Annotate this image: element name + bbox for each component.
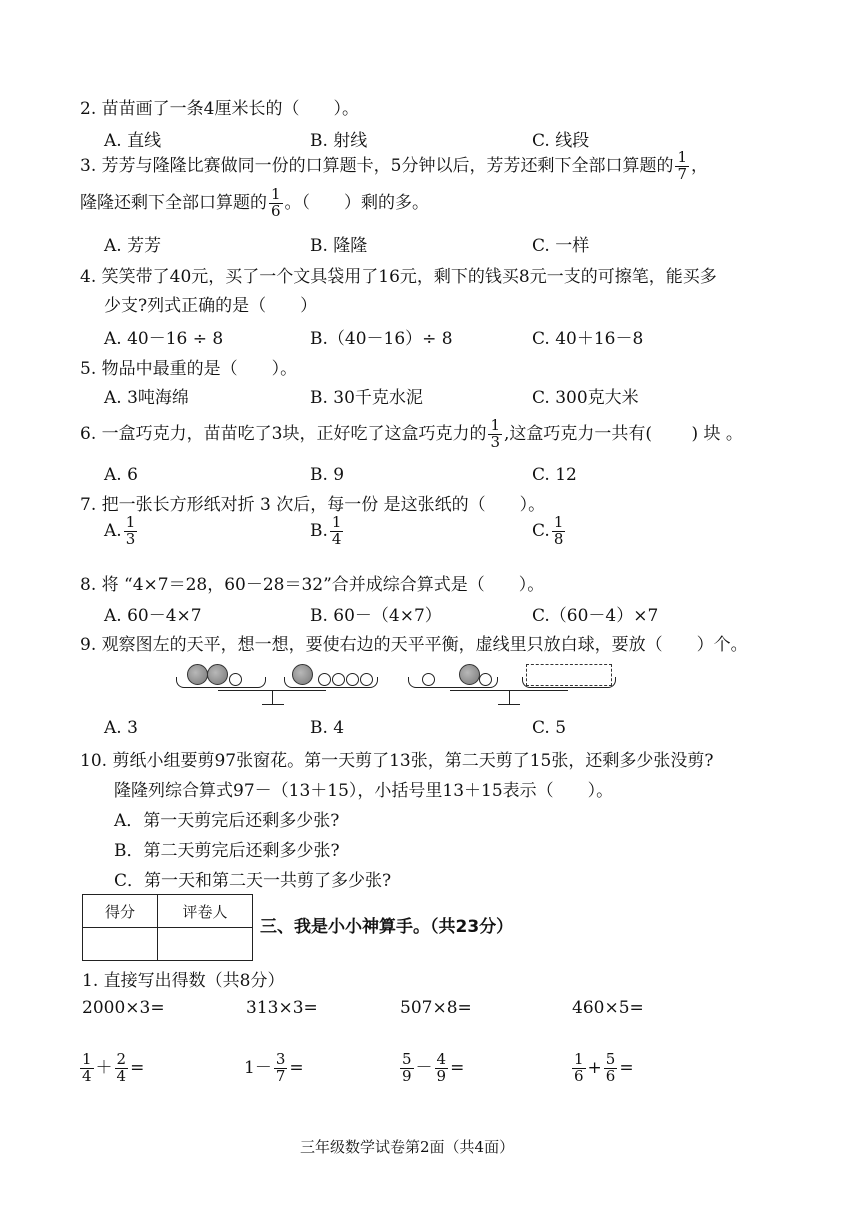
q7-option-c: C. $\frac{1}{8}$ xyxy=(532,513,564,548)
q7-fraction-b: $\frac{1}{4}$ xyxy=(331,513,342,548)
q3-stem-2: 隆隆还剩下全部口算题的 xyxy=(80,192,267,213)
q3-stem-1: 3. 芳芳与隆隆比赛做同一份的口算题卡，5分钟以后，芳芳还剩下全部口算题的 xyxy=(80,155,674,176)
fraction: $\frac{2}{4}$ xyxy=(116,1050,127,1085)
q3-fraction-1: $\frac{1}{7}$ xyxy=(677,148,687,183)
white-ball xyxy=(318,673,331,686)
q8-option-a: A. 60－4×7 xyxy=(104,606,202,626)
page-footer: 三年级数学试卷第2面（共4面） xyxy=(300,1138,515,1156)
q4-option-b: B.（40－16）÷ 8 xyxy=(310,329,453,349)
q7-option-a: A. $\frac{1}{3}$ xyxy=(104,513,136,548)
q6-stem-2: ,这盒巧克力一共有( ) 块 。 xyxy=(504,423,743,444)
right-balance-base xyxy=(498,704,520,705)
q2-option-a: A. 直线 xyxy=(104,131,162,151)
q6-option-a: A. 6 xyxy=(104,465,138,485)
q9-option-a: A. 3 xyxy=(104,718,138,738)
white-ball xyxy=(346,673,359,686)
calc-fraction-b: 1－ $\frac{3}{7}$ = xyxy=(244,1050,304,1085)
left-balance-base xyxy=(262,704,284,705)
q2-stem: 2. 苗苗画了一条4厘米长的（ ）。 xyxy=(80,99,359,119)
q5-option-c: C. 300克大米 xyxy=(532,388,639,408)
fraction: $\frac{5}{9}$ xyxy=(402,1050,412,1085)
q4-option-c: C. 40＋16－8 xyxy=(532,329,644,349)
q4-stem-2: 少支?列式正确的是（ ） xyxy=(104,296,318,316)
gray-ball xyxy=(292,664,313,685)
white-ball xyxy=(360,673,373,686)
q3-option-a: A. 芳芳 xyxy=(104,236,162,256)
calc-fraction-a: $\frac{1}{4}$ ＋ $\frac{2}{4}$ = xyxy=(82,1050,145,1085)
q9-option-c: C. 5 xyxy=(532,718,567,738)
q8-stem: 8. 将 “4×7＝28，60－28＝32”合并成综合算式是（ ）。 xyxy=(80,575,545,595)
q6-stem-1: 6. 一盒巧克力，苗苗吃了3块，正好吃了这盒巧克力的 xyxy=(80,423,487,444)
q5-stem: 5. 物品中最重的是（ ）。 xyxy=(80,359,298,379)
left-balance-post xyxy=(272,690,273,704)
score-table xyxy=(82,894,253,961)
q6-option-c: C. 12 xyxy=(532,465,577,485)
q9-option-b: B. 4 xyxy=(310,718,345,738)
fraction: $\frac{4}{9}$ xyxy=(436,1050,447,1085)
q6-line xyxy=(80,418,743,451)
white-ball xyxy=(229,673,242,686)
white-ball xyxy=(332,673,345,686)
q4-option-a: A. 40－16 ÷ 8 xyxy=(104,329,224,349)
q3-line2 xyxy=(80,187,429,220)
calc-507x8: 507×8= xyxy=(400,998,472,1018)
grader-header: 评卷人 xyxy=(158,895,253,928)
fraction: $\frac{3}{7}$ xyxy=(275,1050,286,1085)
gray-ball xyxy=(187,664,208,685)
q10-stem-2: 隆隆列综合算式97－（13＋15），小括号里13＋15表示（ ）。 xyxy=(114,781,614,801)
calc-460x5: 460×5= xyxy=(572,998,644,1018)
right-balance-post xyxy=(509,690,510,704)
q3-option-c: C. 一样 xyxy=(532,236,590,256)
calc-fraction-d: $\frac{1}{6}$ + $\frac{5}{6}$ = xyxy=(574,1050,634,1085)
dashed-empty-box xyxy=(526,664,612,686)
q9-stem: 9. 观察图左的天平，想一想，要使右边的天平平衡，虚线里只放白球，要放（ ）个。 xyxy=(80,635,748,655)
score-header: 得分 xyxy=(83,895,158,928)
fraction: $\frac{1}{6}$ xyxy=(574,1050,584,1085)
q6-option-b: B. 9 xyxy=(310,465,345,485)
score-cell xyxy=(83,928,158,961)
section-3-title: 三、我是小小神算手。（共23分） xyxy=(260,917,514,937)
calc-2000x3: 2000×3= xyxy=(82,998,165,1018)
white-ball xyxy=(479,673,492,686)
grader-cell xyxy=(158,928,253,961)
q3-line1 xyxy=(80,150,708,183)
q5-option-b: B. 30千克水泥 xyxy=(310,388,423,408)
gray-ball xyxy=(459,664,480,685)
q10-stem-1: 10. 剪纸小组要剪97张窗花。第一天剪了13张，第二天剪了15张，还剩多少张没剪? xyxy=(80,751,714,771)
q2-option-c: C. 线段 xyxy=(532,131,590,151)
white-ball xyxy=(422,673,435,686)
q3-option-b: B. 隆隆 xyxy=(310,236,368,256)
fraction: $\frac{5}{6}$ xyxy=(605,1050,616,1085)
q6-fraction: $\frac{1}{3}$ xyxy=(490,416,500,451)
q8-option-c: C.（60－4）×7 xyxy=(532,606,659,626)
q3-fraction-2: $\frac{1}{6}$ xyxy=(271,185,281,220)
q3-stem-3: 。（ ）剩的多。 xyxy=(284,192,430,213)
q10-option-a: A．第一天剪完后还剩多少张? xyxy=(114,811,340,831)
gray-ball xyxy=(207,664,228,685)
s3q1-title: 1. 直接写出得数（共8分） xyxy=(82,971,285,991)
q4-stem-1: 4. 笑笑带了40元，买了一个文具袋用了16元，剩下的钱买8元一支的可擦笔，能买多 xyxy=(80,267,717,287)
calc-313x3: 313×3= xyxy=(246,998,318,1018)
q8-option-b: B. 60－（4×7） xyxy=(310,606,442,626)
q10-option-c: C．第一天和第二天一共剪了多少张? xyxy=(114,871,392,891)
q7-fraction-a: $\frac{1}{3}$ xyxy=(125,513,136,548)
q5-option-a: A. 3吨海绵 xyxy=(104,388,189,408)
q10-option-b: B．第二天剪完后还剩多少张? xyxy=(114,841,340,861)
q7-option-b: B. $\frac{1}{4}$ xyxy=(310,513,342,548)
q3-comma: ， xyxy=(691,155,708,176)
q2-option-b: B. 射线 xyxy=(310,131,368,151)
q7-stem: 7. 把一张长方形纸对折 3 次后，每一份 是这张纸的（ ）。 xyxy=(80,495,546,515)
q7-fraction-c: $\frac{1}{8}$ xyxy=(553,513,564,548)
calc-fraction-c: $\frac{5}{9}$ － $\frac{4}{9}$ = xyxy=(402,1050,465,1085)
fraction: $\frac{1}{4}$ xyxy=(82,1050,92,1085)
